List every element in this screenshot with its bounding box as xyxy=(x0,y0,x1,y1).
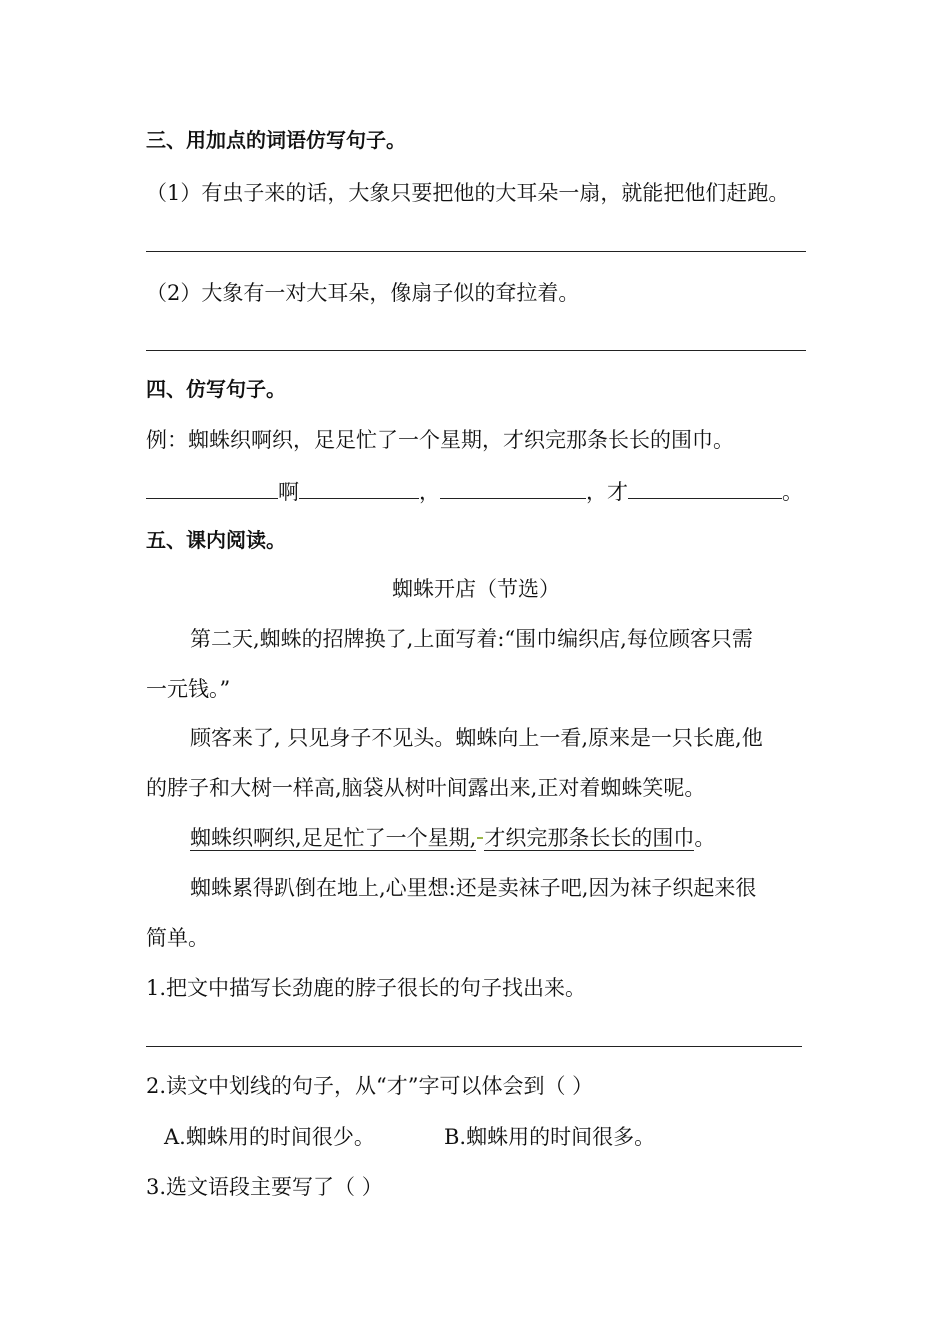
passage-paragraph-1-line-2: 一元钱。” xyxy=(146,677,231,701)
fill-blank-2[interactable] xyxy=(299,476,419,499)
option-a[interactable]: A.蜘蛛用的时间很少。 xyxy=(164,1125,375,1149)
template-comma-1: ， xyxy=(419,480,440,504)
passage-paragraph-2-line-1: 顾客来了, 只见身子不见头。蜘蛛向上一看,原来是一只长鹿,他 xyxy=(190,726,763,750)
answer-line-1[interactable] xyxy=(146,251,806,252)
reading-question-1: 1.把文中描写长劲鹿的脖子很长的句子找出来。 xyxy=(146,976,587,1000)
answer-line-2[interactable] xyxy=(146,350,806,351)
fill-blank-3[interactable] xyxy=(440,476,586,499)
section3-title: 三、用加点的词语仿写句子。 xyxy=(146,128,406,152)
section3-question-1: （1）有虫子来的话，大象只要把他的大耳朵一扇，就能把他们赶跑。 xyxy=(146,181,790,205)
passage-paragraph-4-line-2: 简单。 xyxy=(146,926,209,950)
section4-title: 四、仿写句子。 xyxy=(146,377,286,401)
fill-blank-1[interactable] xyxy=(146,476,278,499)
template-comma-2: ， xyxy=(586,480,607,504)
section4-example: 例：蜘蛛织啊织，足足忙了一个星期，才织完那条长长的围巾。 xyxy=(146,428,734,452)
passage-paragraph-2-line-2: 的脖子和大树一样高,脑袋从树叶间露出来,正对着蜘蛛笑呢。 xyxy=(146,776,706,800)
section5-title: 五、课内阅读。 xyxy=(146,528,286,552)
reading-question-3: 3.选文语段主要写了（ ） xyxy=(146,1175,383,1199)
underlined-part-1: 蜘蛛织啊织,足足忙了一个星期, xyxy=(190,826,477,850)
section3-question-2: （2）大象有一对大耳朵，像扇子似的耷拉着。 xyxy=(146,281,580,305)
template-word-2: 才 xyxy=(607,480,628,504)
fill-blank-4[interactable] xyxy=(628,476,782,499)
section4-template xyxy=(146,476,803,507)
template-word-1: 啊 xyxy=(278,480,299,504)
passage-paragraph-4-line-1: 蜘蛛累得趴倒在地上,心里想:还是卖袜子吧,因为袜子织起来很 xyxy=(190,876,757,900)
annotation-mark xyxy=(477,837,483,839)
answer-line-3[interactable] xyxy=(146,1046,802,1047)
passage-title: 蜘蛛开店（节选） xyxy=(392,577,560,601)
option-b[interactable]: B.蜘蛛用的时间很多。 xyxy=(444,1125,656,1149)
reading-question-2: 2.读文中划线的句子，从“才”字可以体会到（ ） xyxy=(146,1074,594,1098)
sentence-end: 。 xyxy=(694,826,716,850)
passage-paragraph-1-line-1: 第二天,蜘蛛的招牌换了,上面写着:“围巾编织店,每位顾客只需 xyxy=(190,627,753,651)
template-end: 。 xyxy=(782,480,803,504)
passage-underlined-sentence xyxy=(190,823,715,853)
underlined-part-2: 才织完那条长长的围巾 xyxy=(484,826,695,850)
